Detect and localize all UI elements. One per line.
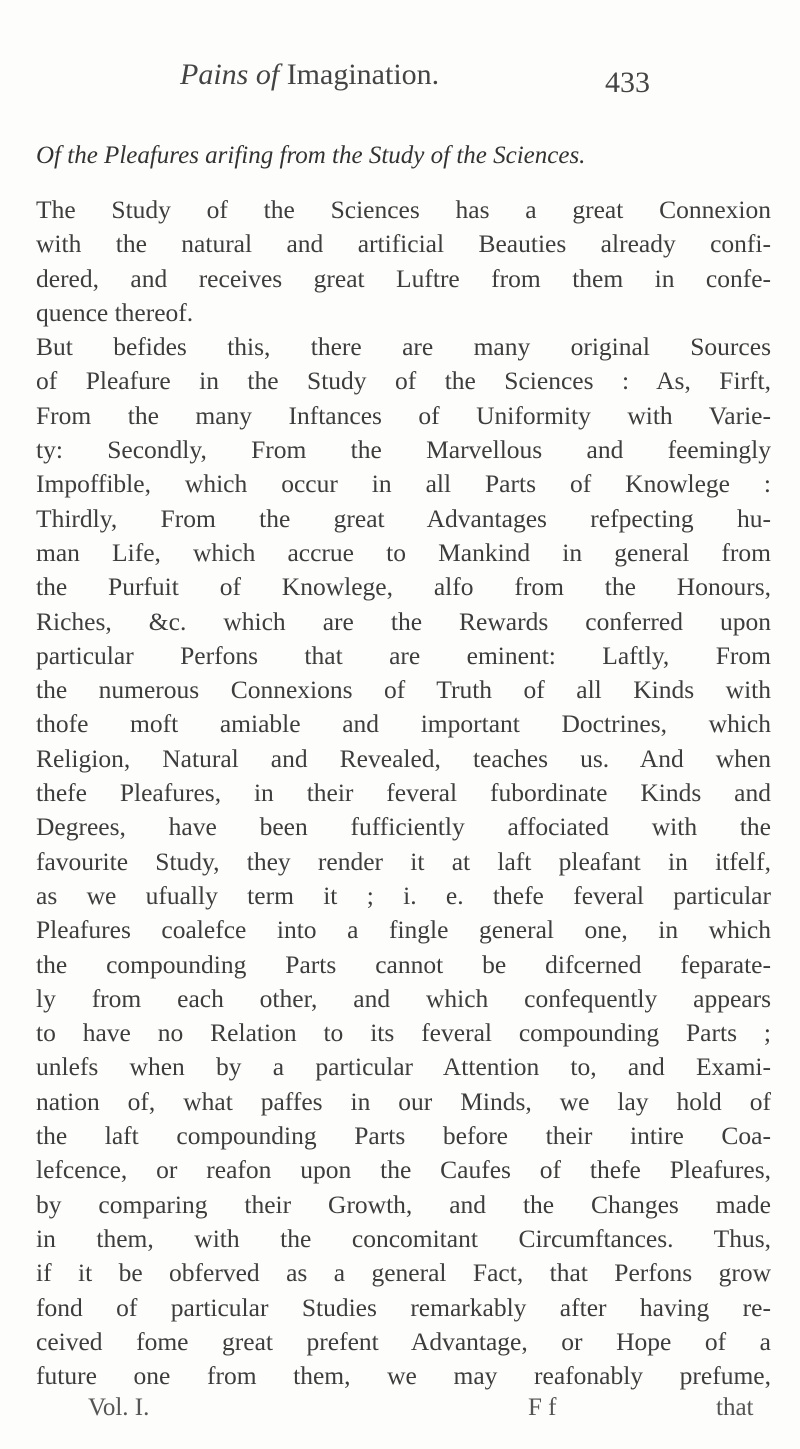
text-line: Degrees, have been fufficiently affociated with the xyxy=(36,812,771,842)
text-line: the Purfuit of Knowlege, alfo from the Honours, xyxy=(36,572,771,602)
text-line: nation of, what paffes in our Minds, we lay hold of xyxy=(36,1086,771,1116)
text-line: particular Perfons that are eminent: Laftly, From xyxy=(36,640,771,670)
text-line: The Study of the Sciences has a great Connexion xyxy=(36,195,771,224)
text-line: But befides this, there are many original Sources xyxy=(36,332,771,362)
text-line: as we ufually term it ; i. e. thefe feveral particular xyxy=(36,880,771,910)
text-line: Thirdly, From the great Advantages refpecting hu- xyxy=(36,503,771,533)
catchword: that xyxy=(716,1394,754,1421)
text-line: the laft compounding Parts before their intire Coa- xyxy=(36,1121,771,1151)
volume-label: Vol. I. xyxy=(88,1394,150,1421)
text-line: ty: Secondly, From the Marvellous and feemingly xyxy=(36,435,771,465)
text-line: future one from them, we may reafonably prefume, xyxy=(36,1361,771,1391)
section-heading: Of the Pleafures arifing from the Study of the Sciences. xyxy=(36,142,586,169)
text-line: man Life, which accrue to Mankind in general from xyxy=(36,537,771,567)
running-header xyxy=(180,58,650,99)
running-title-pains: Pains xyxy=(180,58,249,91)
text-line: the numerous Connexions of Truth of all Kinds with xyxy=(36,675,771,705)
running-title-imagination: Imagination. xyxy=(286,58,440,91)
text-line: thofe moft amiable and important Doctrines, which xyxy=(36,709,771,739)
text-line: with the natural and artificial Beauties already confi- xyxy=(36,229,771,259)
text-line: fond of particular Studies remarkably after having re- xyxy=(36,1292,771,1322)
text-line: dered, and receives great Luftre from them in confe- xyxy=(36,263,771,293)
text-line: to have no Relation to its feveral compounding Parts ; xyxy=(36,1018,771,1048)
page-number: 433 xyxy=(605,66,650,99)
text-line: favourite Study, they render it at laft pleafant in itfelf, xyxy=(36,846,771,876)
running-title-of: of xyxy=(255,58,280,91)
text-line: if it be obferved as a general Fact, that Perfons grow xyxy=(36,1258,771,1288)
text-line: thefe Pleafures, in their feveral fubordinate Kinds and xyxy=(36,778,771,808)
text-line: ceived fome great prefent Advantage, or Hope of a xyxy=(36,1326,771,1356)
text-line: lefcence, or reafon upon the Caufes of thefe Pleafures, xyxy=(36,1155,771,1185)
text-line: quence thereof. xyxy=(36,297,194,327)
text-line: in them, with the concomitant Circumftances. Thus, xyxy=(36,1223,771,1253)
text-line: From the many Inftances of Uniformity with Varie- xyxy=(36,400,771,430)
signature-mark: F f xyxy=(528,1394,557,1421)
text-line: Religion, Natural and Revealed, teaches us. And when xyxy=(36,743,771,773)
text-line: ly from each other, and which confequently appears xyxy=(36,983,771,1013)
body-text xyxy=(36,193,771,1393)
text-line: by comparing their Growth, and the Changes made xyxy=(36,1189,771,1219)
text-line: Pleafures coalefce into a fingle general one, in which xyxy=(36,915,771,945)
text-line: the compounding Parts cannot be difcerned feparate- xyxy=(36,949,771,979)
text-line: of Pleafure in the Study of the Sciences : As, Firft, xyxy=(36,366,771,396)
text-line: unlefs when by a particular Attention to, and Exami- xyxy=(36,1052,771,1082)
text-line: Riches, &c. which are the Rewards conferred upon xyxy=(36,606,771,636)
text-line: Impoffible, which occur in all Parts of Knowlege : xyxy=(36,469,771,499)
